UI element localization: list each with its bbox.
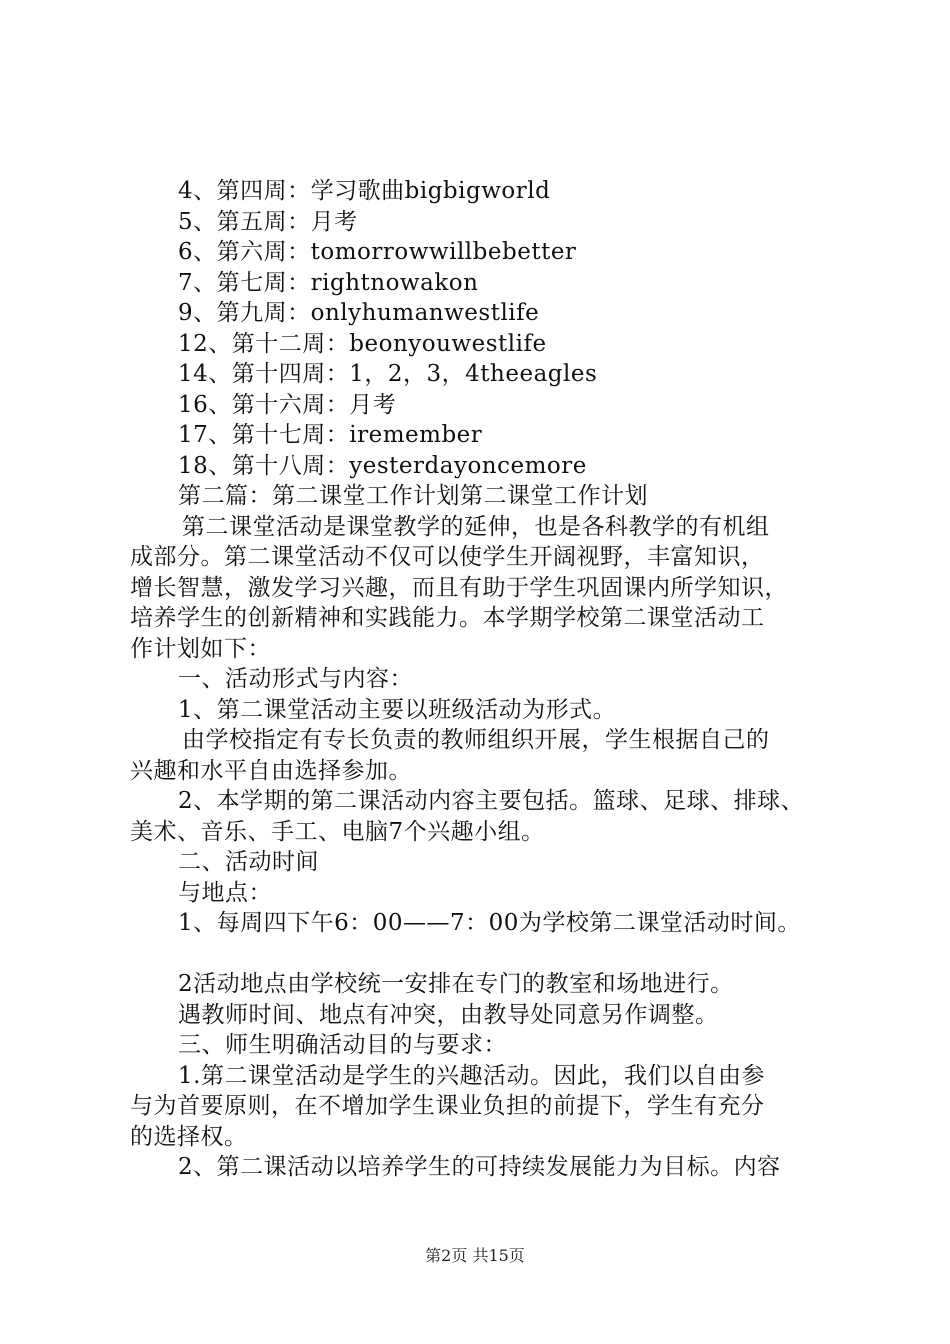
part2-heading: 二、活动时间 <box>178 849 319 875</box>
week-item: 7、第七周：rightnowakon <box>178 269 479 296</box>
week-item: 12、第十二周：beonyouwestlife <box>178 330 547 357</box>
part3-heading: 三、师生明确活动目的与要求： <box>178 1032 507 1058</box>
part1-heading: 一、活动形式与内容： <box>178 666 413 692</box>
intro-paragraph-line: 培养学生的创新精神和实践能力。本学期学校第二课堂活动工 <box>130 605 765 631</box>
week-item: 14、第十四周：1，2，3，4theeagles <box>178 361 598 387</box>
part2-item: 2活动地点由学校统一安排在专门的教室和场地进行。 <box>178 971 734 997</box>
week-item: 5、第五周：月考 <box>178 208 358 235</box>
week-item: 6、第六周：tomorrowwillbebetter <box>178 239 577 265</box>
part3-item-line: 1.第二课堂活动是学生的兴趣活动。因此，我们以自由参 <box>178 1062 765 1089</box>
intro-paragraph-line: 成部分。第二课堂活动不仅可以使学生开阔视野，丰富知识， <box>130 544 765 570</box>
intro-paragraph-line: 作计划如下： <box>130 635 271 662</box>
part2-item: 1、每周四下午6：00——7：00为学校第二课堂活动时间。 <box>178 910 801 936</box>
part2-heading-cont: 与地点： <box>178 879 272 906</box>
part1-item-line: 由学校指定有专长负责的教师组织开展，学生根据自己的 <box>182 727 770 753</box>
week-item: 4、第四周：学习歌曲bigbigworld <box>178 178 551 204</box>
week-item: 9、第九周：onlyhumanwestlife <box>178 300 540 326</box>
part1-item-line: 2、本学期的第二课活动内容主要包括。篮球、足球、排球、 <box>178 788 805 814</box>
part3-item-line: 的选择权。 <box>130 1123 248 1150</box>
blank-line <box>130 939 850 970</box>
intro-paragraph-line: 第二课堂活动是课堂教学的延伸，也是各科教学的有机组 <box>182 513 770 540</box>
page-number-footer: 第2页 共15页 <box>425 1246 525 1265</box>
part3-item-line: 2、第二课活动以培养学生的可持续发展能力为目标。内容 <box>178 1154 781 1180</box>
document-body <box>130 176 850 1183</box>
part1-item-line: 兴趣和水平自由选择参加。 <box>130 757 412 784</box>
section-title: 第二篇：第二课堂工作计划第二课堂工作计划 <box>178 483 648 509</box>
part3-item-line: 与为首要原则，在不增加学生课业负担的前提下，学生有充分 <box>130 1093 765 1119</box>
week-item: 17、第十七周：iremember <box>178 422 483 448</box>
intro-paragraph-line: 增长智慧，激发学习兴趣，而且有助于学生巩固课内所学知识， <box>130 574 788 601</box>
week-item: 18、第十八周：yesterdayoncemore <box>178 452 587 479</box>
week-item: 16、第十六周：月考 <box>178 391 397 418</box>
part1-item-line: 美术、音乐、手工、电脑7个兴趣小组。 <box>130 818 545 845</box>
part1-item: 1、第二课堂活动主要以班级活动为形式。 <box>178 696 617 723</box>
part2-item: 遇教师时间、地点有冲突，由教导处同意另作调整。 <box>178 1001 719 1028</box>
